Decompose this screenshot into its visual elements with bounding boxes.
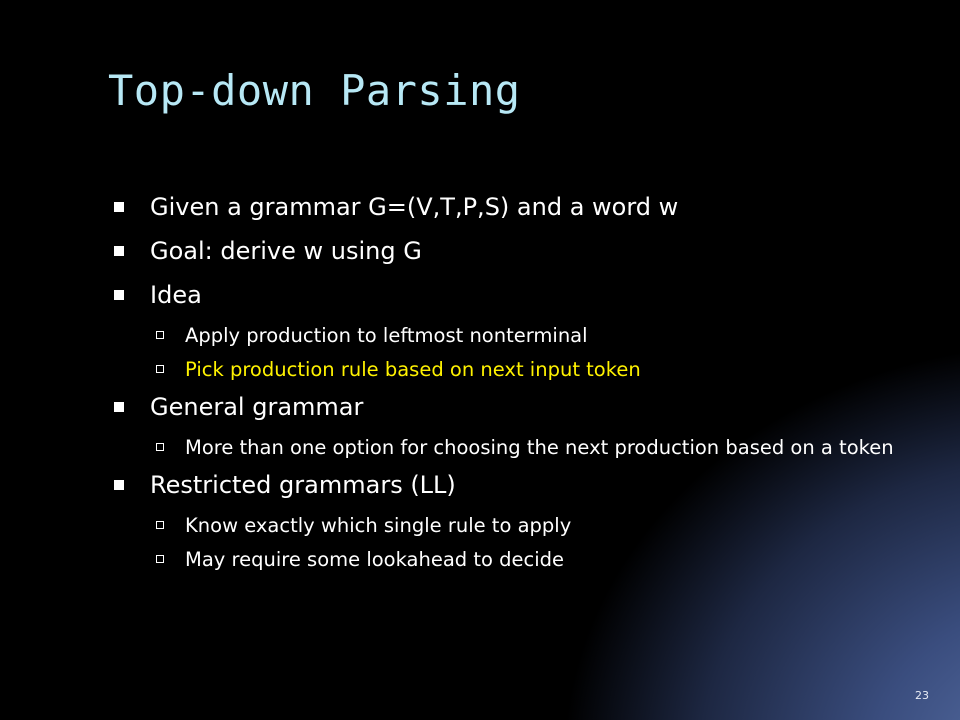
bullet-item — [114, 232, 904, 270]
bullet-item — [114, 388, 904, 426]
bullet-item — [114, 188, 904, 226]
bullet-text: Restricted grammars (LL) — [150, 471, 456, 499]
sub-bullet-text: May require some lookahead to decide — [185, 548, 565, 571]
bullet-text: Given a grammar G=(V,T,P,S) and a word w — [150, 193, 679, 221]
page-number: 23 — [915, 689, 929, 702]
hollow-square-bullet-icon — [156, 365, 164, 373]
square-bullet-icon — [114, 246, 124, 256]
square-bullet-icon — [114, 480, 124, 490]
hollow-square-bullet-icon — [156, 555, 164, 563]
sub-bullet-item-highlighted — [114, 358, 904, 382]
bullet-item — [114, 276, 904, 314]
bullet-item — [114, 466, 904, 504]
bullet-text: Idea — [150, 281, 202, 309]
sub-bullet-item — [114, 324, 904, 348]
hollow-square-bullet-icon — [156, 521, 164, 529]
sub-bullet-text: More than one option for choosing the next production based on a token — [185, 436, 894, 459]
sub-bullet-item — [114, 436, 904, 460]
slide-title: Top-down Parsing — [108, 66, 521, 115]
hollow-square-bullet-icon — [156, 331, 164, 339]
bullet-text: Goal: derive w using G — [150, 237, 422, 265]
hollow-square-bullet-icon — [156, 443, 164, 451]
bullet-text: General grammar — [150, 393, 364, 421]
sub-bullet-text: Pick production rule based on next input token — [185, 358, 641, 381]
sub-bullet-item — [114, 514, 904, 538]
square-bullet-icon — [114, 202, 124, 212]
sub-bullet-item — [114, 548, 904, 572]
sub-bullet-text: Apply production to leftmost nonterminal — [185, 324, 588, 347]
sub-bullet-text: Know exactly which single rule to apply — [185, 514, 572, 537]
square-bullet-icon — [114, 402, 124, 412]
bullet-list — [114, 188, 904, 572]
square-bullet-icon — [114, 290, 124, 300]
